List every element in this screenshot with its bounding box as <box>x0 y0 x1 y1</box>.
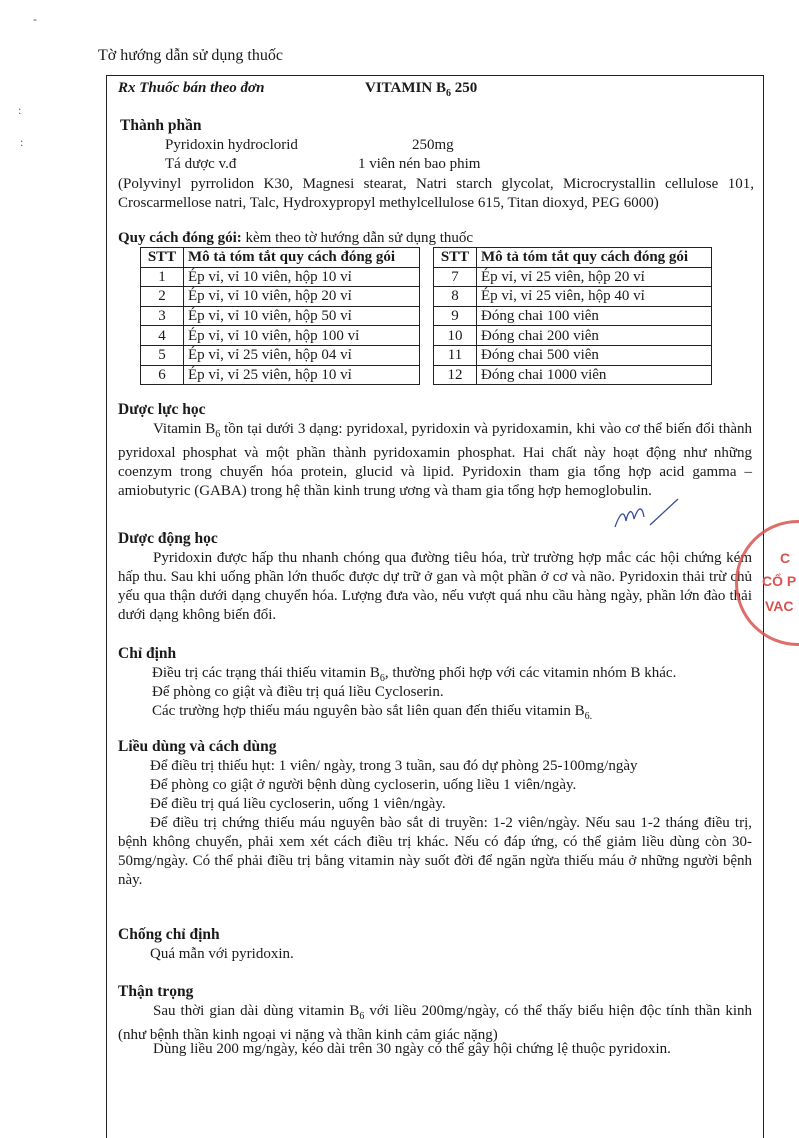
dosage-item: Để phòng co giật ở người bệnh dùng cycloserin, uống liều 1 viên/ngày. <box>150 777 577 793</box>
column-header-description: Mô tả tóm tắt quy cách đóng gói <box>184 248 420 268</box>
table-row: 10 Đóng chai 200 viên <box>434 326 712 346</box>
table-row: 7 Ép vỉ, vỉ 25 viên, hộp 20 vỉ <box>434 267 712 287</box>
signature-scribble <box>610 495 690 535</box>
table-row: 12 Đóng chai 1000 viên <box>434 365 712 385</box>
packaging-table-left <box>140 247 420 385</box>
table-row: 6 Ép vỉ, vỉ 25 viên, hộp 10 vỉ <box>141 365 420 385</box>
section-heading-pharmacokinetics: Dược động học <box>118 530 218 547</box>
pharmacodynamics-text: Vitamin $B_6$ tồn tại dưới 3 dạng: pyridoxal, pyridoxin và pyridoxamin, khi vào cơ thể biến đổi thành pyridoxal phosphat và một phần thành pyridoxamin phosphat. Hai chất này hoạt động như những coenzym trong chuyển hóa protein, glucid và lipid. Pyridoxin tham gia tổng hợp acid gamma –amiobutyric (GABA) trong hệ thần kinh trung ương và tham gia tổng hợp hemoglobulin. <box>118 421 753 499</box>
excipients-text: (Polyvinyl pyrrolidon K30, Magnesi stearat, Natri starch glycolat, Microcrystallin cellulose 101, Croscarmellose natri, Talc, Hydroxypropyl methylcellulose 615, Titan dioxyd, PEG 6000) <box>118 176 754 211</box>
dosage-item: Để điều trị thiếu hụt: 1 viên/ ngày, trong 3 tuần, sau đó dự phòng 25-100mg/ngày <box>150 758 638 774</box>
pharmacokinetics-text: Pyridoxin được hấp thu nhanh chóng qua đường tiêu hóa, trừ trường hợp mắc các hội chứng kém hấp thu. Sau khi uống phần lớn thuốc được dự trữ ở gan và một phần ở cơ và não. Pyridoxin thải trừ chủ yếu qua thận dưới dạng chuyển hóa. Lượng đưa vào, nếu vượt quá nhu cầu hàng ngày, phần lớn đào thải dưới dạng không biến đổi. <box>118 550 752 623</box>
column-header-description: Mô tả tóm tắt quy cách đóng gói <box>477 248 712 268</box>
column-header-stt: STT <box>434 248 477 268</box>
stamp-text: C <box>780 550 791 566</box>
indication-item: Để phòng co giật và điều trị quá liều Cycloserin. <box>152 684 444 700</box>
precautions-text: Dùng liều 200 mg/ngày, kéo dài trên 30 ngày có thể gây hội chứng lệ thuộc pyridoxin. <box>153 1041 671 1057</box>
page-title: Tờ hướng dẫn sử dụng thuốc <box>98 47 283 64</box>
composition-name: Tá dược v.đ <box>165 156 237 172</box>
section-heading-pharmacodynamics: Dược lực học <box>118 401 206 418</box>
section-heading-composition: Thành phần <box>120 117 202 134</box>
table-row: 8 Ép vỉ, vỉ 25 viên, hộp 40 vỉ <box>434 287 712 307</box>
margin-mark: : <box>20 135 24 149</box>
composition-name: Pyridoxin hydroclorid <box>165 137 298 153</box>
table-row: 2 Ép vỉ, vỉ 10 viên, hộp 20 vỉ <box>141 287 420 307</box>
stamp-text: CỔ P <box>762 573 797 589</box>
section-heading-contraindications: Chống chỉ định <box>118 926 220 943</box>
dosage-item: Để điều trị chứng thiếu máu nguyên bào sắt di truyền: 1-2 viên/ngày. Nếu sau 1-2 tháng điều trị, bệnh không chuyển, phải xem xét cách điều trị khác. Nếu có đáp ứng, có thể giảm liều dùng còn 30-50mg/ngày. Có thể phải điều trị bằng vitamin này suốt đời để ngăn ngừa thiếu máu ở những người bệnh này. <box>118 815 752 888</box>
column-header-stt: STT <box>141 248 184 268</box>
dosage-item: Để điều trị quá liều cycloserin, uống 1 viên/ngày. <box>150 796 446 812</box>
indication-item: Các trường hợp thiếu máu nguyên bào sắt liên quan đến thiếu vitamin $B_{6.}$ <box>152 703 593 722</box>
prescription-label: Rx Thuốc bán theo đơn <box>118 80 265 96</box>
table-row: 1 Ép vỉ, vỉ 10 viên, hộp 10 vỉ <box>141 267 420 287</box>
section-heading-indications: Chỉ định <box>118 645 177 662</box>
stamp-text: VAC <box>765 598 794 614</box>
composition-amount: 250mg <box>412 137 454 153</box>
section-heading-dosage: Liều dùng và cách dùng <box>118 738 277 755</box>
margin-mark: - <box>33 12 37 26</box>
table-row: 9 Đóng chai 100 viên <box>434 306 712 326</box>
product-name: VITAMIN $B_6$ 250 <box>365 80 478 99</box>
precautions-text: Sau thời gian dài dùng vitamin $B_6$ với liều 200mg/ngày, có thể thấy biểu hiện độc tính thần kinh (như bệnh thần kinh ngoại vi nặng và thần kinh cảm giác nặng) <box>118 1003 753 1043</box>
indication-item: Điều trị các trạng thái thiếu vitamin $B_6$, thường phối hợp với các vitamin nhóm B khác. <box>152 665 677 684</box>
table-row: 3 Ép vỉ, vỉ 10 viên, hộp 50 vỉ <box>141 306 420 326</box>
packaging-table-right <box>433 247 712 385</box>
table-row: 5 Ép vỉ, vỉ 25 viên, hộp 04 vỉ <box>141 345 420 365</box>
margin-mark: : <box>18 103 22 117</box>
composition-amount: 1 viên nén bao phim <box>358 156 481 172</box>
contraindications-text: Quá mẫn với pyridoxin. <box>150 946 294 962</box>
packaging-heading: Quy cách đóng gói: kèm theo tờ hướng dẫn sử dụng thuốc <box>118 230 474 246</box>
table-row: 4 Ép vỉ, vỉ 10 viên, hộp 100 vỉ <box>141 326 420 346</box>
section-heading-precautions: Thận trọng <box>118 983 194 1000</box>
table-row: 11 Đóng chai 500 viên <box>434 345 712 365</box>
